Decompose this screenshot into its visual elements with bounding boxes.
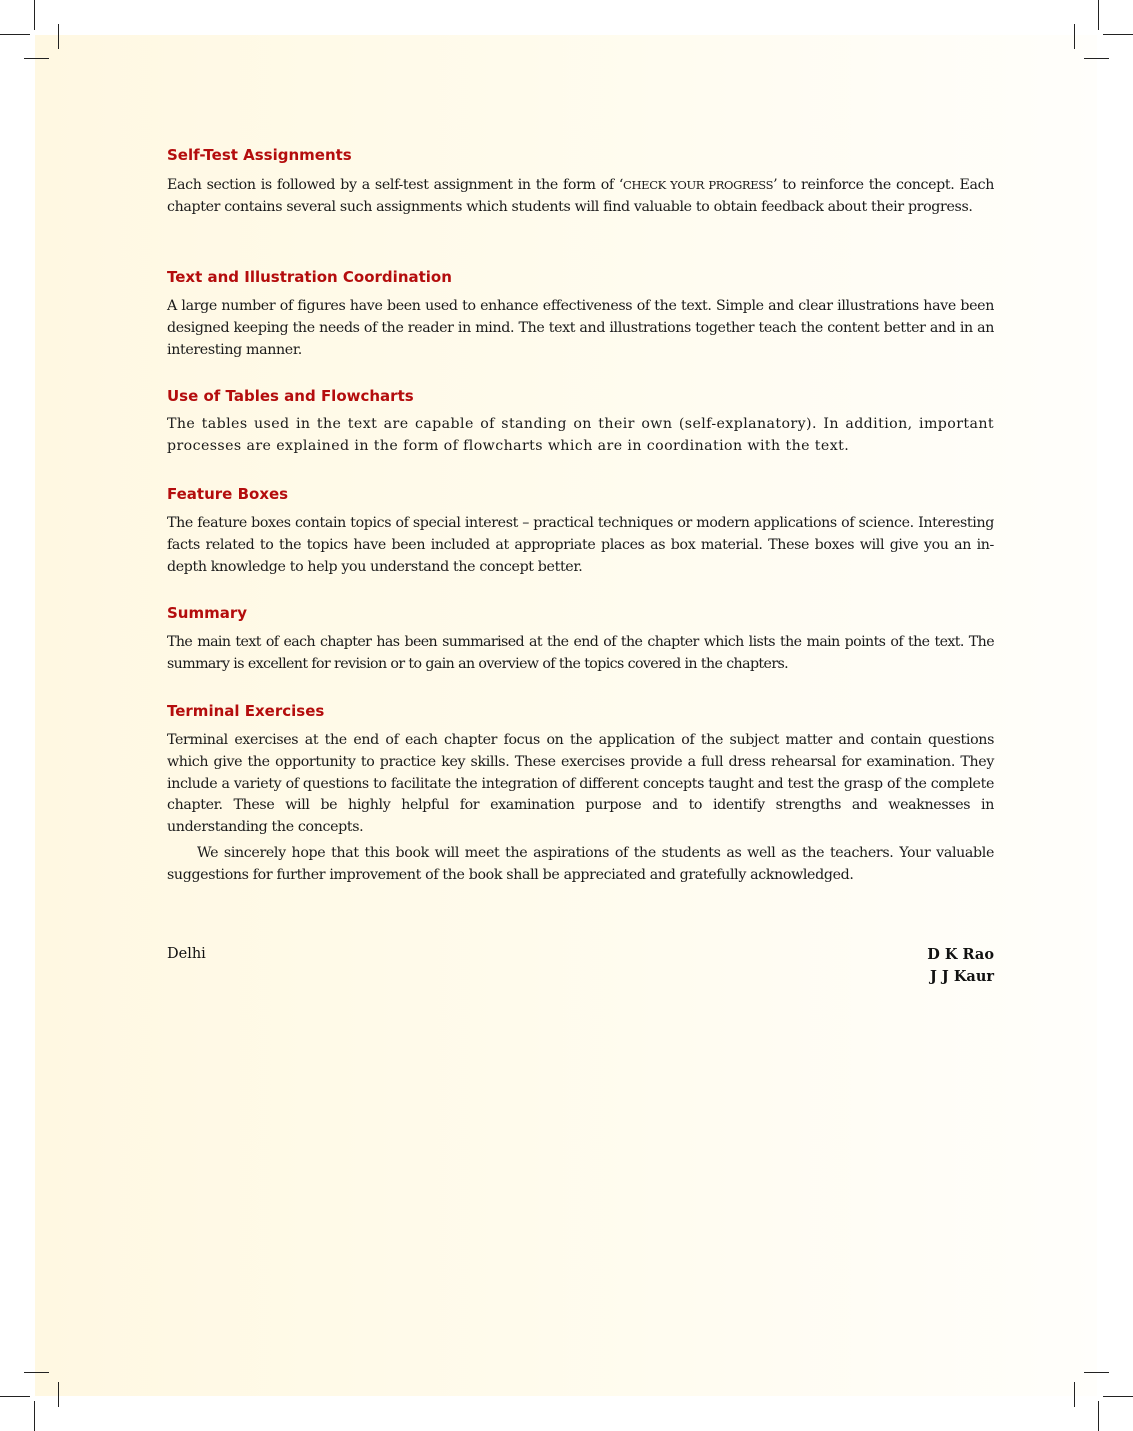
author-name: J J Kaur (930, 968, 994, 985)
crop-mark (0, 1396, 30, 1397)
crop-mark (34, 0, 35, 30)
place: Delhi (167, 946, 206, 962)
crop-mark (1084, 1372, 1109, 1373)
crop-mark (1103, 34, 1133, 35)
crop-mark (1074, 1382, 1075, 1407)
section-heading: Use of Tables and Flowcharts (167, 387, 414, 405)
crop-mark (24, 58, 49, 59)
section-paragraph: The tables used in the text are capable of standing on their own (self-explanatory). In addition, important processes are explained in the form of flowcharts which are in coordination with the text. (167, 416, 994, 454)
crop-mark (24, 1372, 49, 1373)
crop-mark (1074, 24, 1075, 49)
crop-mark (1098, 1401, 1099, 1431)
section-paragraph: The main text of each chapter has been summarised at the end of the chapter which lists the main points of the text. The summary is excellent for revision or to gain an overview of the topics covered in the chapters. (167, 634, 994, 672)
author-name: D K Rao (927, 946, 994, 963)
crop-mark (1084, 58, 1109, 59)
closing-paragraph: We sincerely hope that this book will meet the aspirations of the students as well as the teachers. Your valuable suggestions for further improvement of the book shall be appreciated and gratefully acknowledged. (167, 845, 994, 883)
text: Each section is followed by a self-test assignment in the form of ‘ (167, 177, 624, 193)
text: ’ to reinforce the concept. Each chapter contains several such assignments which students will find valuable to obtain feedback about their progress. (167, 177, 995, 215)
crop-mark (0, 34, 30, 35)
crop-mark (58, 24, 59, 49)
section-heading: Terminal Exercises (167, 702, 325, 720)
section-heading: Feature Boxes (167, 485, 289, 503)
section-heading: Self-Test Assignments (167, 146, 352, 164)
section-heading: Text and Illustration Coordination (167, 268, 452, 286)
section-paragraph: Terminal exercises at the end of each chapter focus on the application of the subject matter and contain questions which give the opportunity to practice key skills. These exercises provide a full dress rehearsal for examination. They include a variety of questions to facilitate the integration of different concepts taught and test the grasp of the complete chapter. These will be highly helpful for examination purpose and to identify strengths and weaknesses in understanding the concepts. (167, 732, 994, 836)
small-caps-text: CHECK YOUR PROGRESS (623, 178, 774, 192)
crop-mark (58, 1382, 59, 1407)
section-paragraph (167, 175, 994, 219)
section-paragraph: The feature boxes contain topics of special interest – practical techniques or modern applications of science. Interesting facts related to the topics have been included at appropriate places as box material. These boxes will give you an in-depth knowledge to help you understand the concept better. (167, 515, 994, 575)
section-heading: Summary (167, 604, 248, 622)
crop-mark (1098, 0, 1099, 30)
section-paragraph: A large number of figures have been used to enhance effectiveness of the text. Simple and clear illustrations have been designed keeping the needs of the reader in mind. The text and illustrations together teach the content better and in an interesting manner. (167, 298, 994, 358)
crop-mark (34, 1401, 35, 1431)
crop-mark (1103, 1396, 1133, 1397)
